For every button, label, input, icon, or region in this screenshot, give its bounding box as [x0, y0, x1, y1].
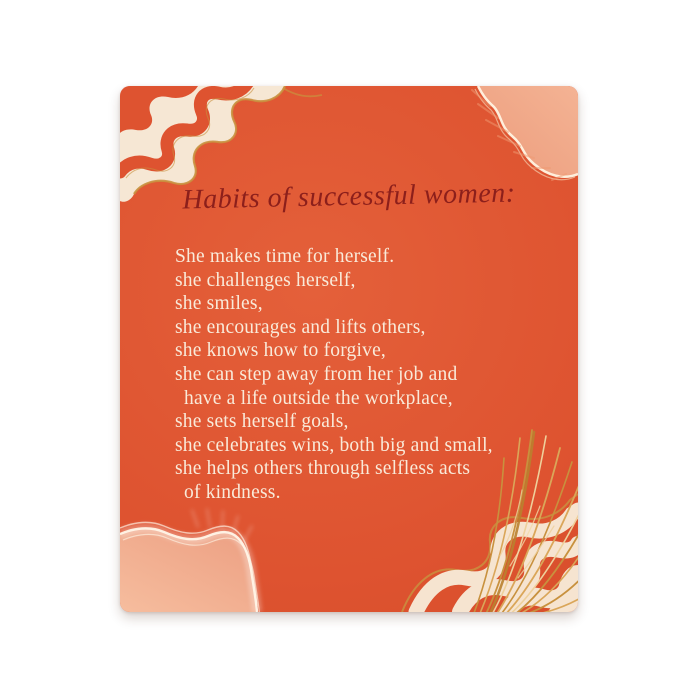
- habit-line: she can step away from her job and: [175, 363, 458, 385]
- waves-bottom-right-icon: [402, 494, 578, 612]
- plaque: [120, 86, 578, 612]
- watercolor-bottom-left-icon: [120, 509, 260, 612]
- habit-line: she smiles,: [175, 293, 263, 315]
- habit-line: she helps others through selfless acts: [175, 458, 471, 480]
- habit-line: she knows how to forgive,: [175, 340, 386, 362]
- habit-line: she encourages and lifts others,: [175, 316, 426, 338]
- habit-line: She makes time for herself.: [175, 246, 395, 267]
- habit-list: [175, 245, 493, 505]
- plaque-title: Habits of successful women:: [182, 177, 516, 216]
- blob-top-right-icon: [472, 86, 578, 180]
- habit-line: have a life outside the workplace,: [184, 387, 453, 409]
- habit-line: she challenges herself,: [175, 269, 356, 291]
- habit-line: of kindness.: [184, 481, 281, 503]
- habit-line: she sets herself goals,: [175, 411, 349, 433]
- habit-line: she celebrates wins, both big and small,: [175, 434, 493, 456]
